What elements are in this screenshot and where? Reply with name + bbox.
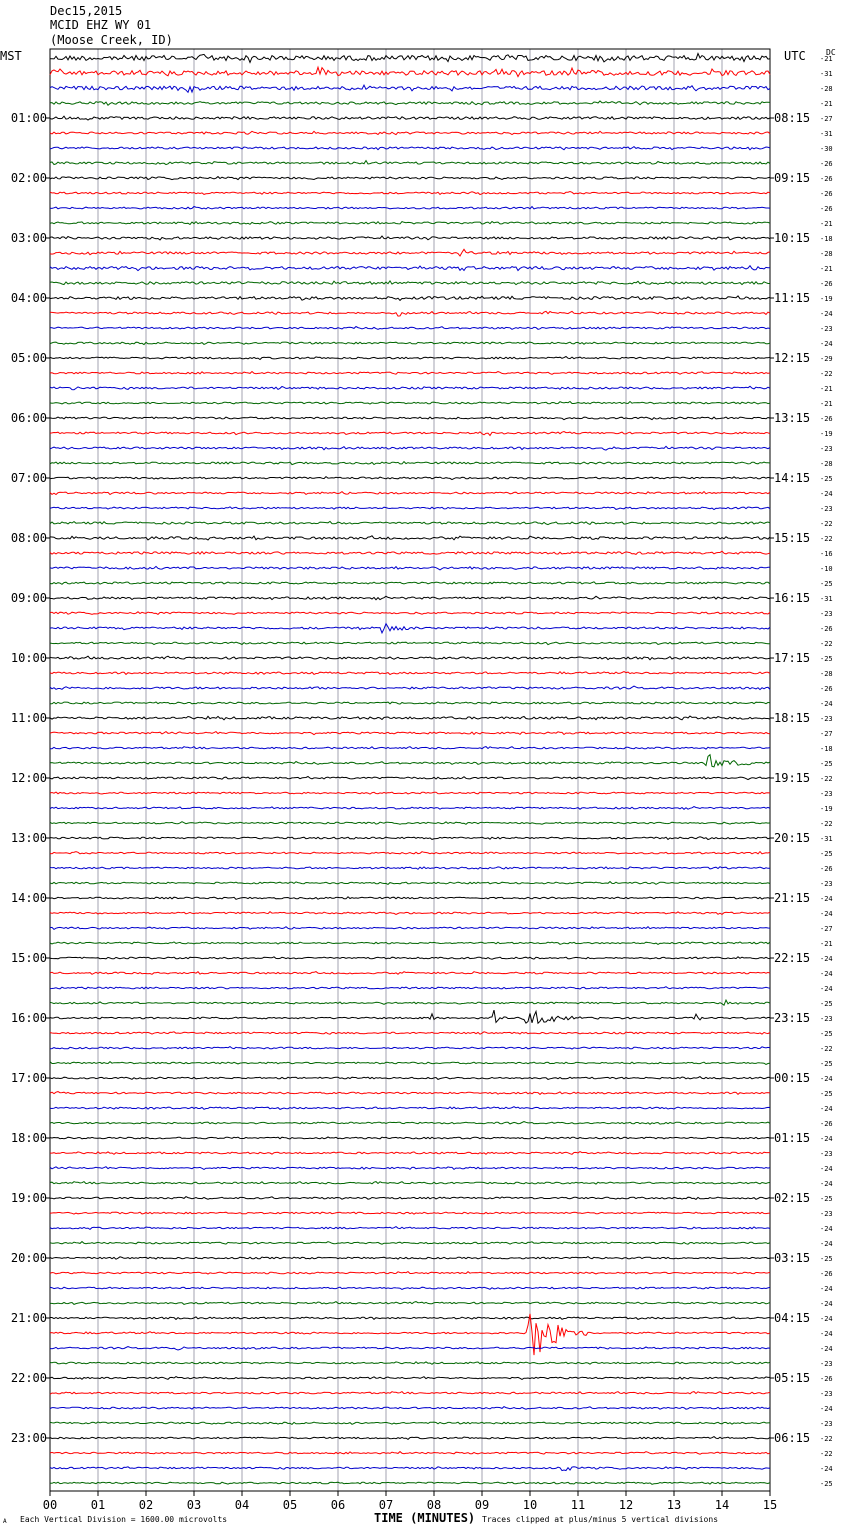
- dc-offset-label: -27: [820, 925, 833, 933]
- dc-offset-label: -18: [820, 745, 833, 753]
- dc-offset-label: -24: [820, 310, 833, 318]
- seismogram-trace: [50, 1287, 770, 1289]
- seismogram-trace: [50, 85, 770, 92]
- left-hour-label: 09:00: [10, 591, 47, 605]
- dc-offset-label: -21: [820, 55, 833, 63]
- right-hour-label: 02:15: [774, 1191, 811, 1205]
- dc-offset-label: -19: [820, 805, 833, 813]
- x-tick-label: 04: [234, 1498, 250, 1512]
- seismogram-trace: [50, 897, 770, 900]
- seismogram-trace: [50, 702, 770, 704]
- left-hour-label: 21:00: [10, 1311, 47, 1325]
- seismogram-trace: [50, 281, 770, 285]
- seismogram-trace: [50, 792, 770, 794]
- x-tick-label: 08: [426, 1498, 442, 1512]
- dc-offset-label: -18: [820, 235, 833, 243]
- dc-offset-label: -26: [820, 205, 833, 213]
- dc-offset-label: -24: [820, 1345, 833, 1353]
- seismogram-trace: [50, 296, 770, 301]
- dc-offset-label: -26: [820, 625, 833, 633]
- x-tick-label: 14: [714, 1498, 730, 1512]
- seismogram-trace: [50, 1032, 770, 1034]
- seismogram-trace: [50, 1452, 770, 1455]
- seismogram-trace: [50, 417, 770, 420]
- dc-label: DC: [826, 48, 836, 57]
- left-hour-label: 11:00: [10, 711, 47, 725]
- clip-note: Traces clipped at plus/minus 5 vertical divisions: [482, 1515, 719, 1524]
- dc-offset-label: -19: [820, 295, 833, 303]
- dc-offset-label: -31: [820, 835, 833, 843]
- dc-offset-label: -26: [820, 280, 833, 288]
- dc-offset-label: -22: [820, 640, 833, 648]
- dc-offset-label: -27: [820, 115, 833, 123]
- seismogram-trace: [50, 192, 770, 195]
- dc-offset-label: -28: [820, 460, 833, 468]
- seismogram-trace: [50, 521, 770, 524]
- left-hour-label: 05:00: [10, 351, 47, 365]
- x-tick-label: 02: [138, 1498, 154, 1512]
- dc-offset-label: -23: [820, 1390, 833, 1398]
- seismogram-trace: [50, 236, 770, 240]
- seismogram-trace: [50, 686, 770, 690]
- dc-offset-label: -25: [820, 475, 833, 483]
- dc-offset-label: -24: [820, 1315, 833, 1323]
- x-tick-label: 11: [570, 1498, 586, 1512]
- right-hour-label: 03:15: [774, 1251, 811, 1265]
- left-hour-label: 07:00: [10, 471, 47, 485]
- seismogram-trace: [50, 582, 770, 585]
- dc-offset-label: -23: [820, 1210, 833, 1218]
- dc-offset-label: -24: [820, 910, 833, 918]
- dc-offset-label: -22: [820, 370, 833, 378]
- seismogram-trace: [50, 822, 770, 825]
- dc-offset-label: -26: [820, 1120, 833, 1128]
- seismogram-trace: [50, 1092, 770, 1095]
- chart-date: Dec15,2015: [50, 4, 123, 18]
- right-hour-label: 20:15: [774, 831, 811, 845]
- dc-offset-label: -22: [820, 820, 833, 828]
- right-hour-label: 01:15: [774, 1131, 811, 1145]
- x-tick-label: 00: [42, 1498, 58, 1512]
- right-hour-label: 10:15: [774, 231, 811, 245]
- dc-offset-label: -23: [820, 445, 833, 453]
- dc-offset-label: -24: [820, 1285, 833, 1293]
- station-location: (Moose Creek, ID): [50, 33, 173, 47]
- left-hour-label: 15:00: [10, 951, 47, 965]
- seismogram-trace: [50, 624, 770, 633]
- seismogram-trace: [50, 972, 770, 975]
- seismogram-trace: [50, 477, 770, 480]
- right-hour-label: 17:15: [774, 651, 811, 665]
- seismogram-trace: [50, 612, 770, 615]
- seismogram-trace: [50, 1227, 770, 1230]
- station-code: MCID EHZ WY 01: [50, 18, 152, 32]
- dc-offset-label: -25: [820, 1000, 833, 1008]
- dc-offset-label: -22: [820, 520, 833, 528]
- scale-note: Each Vertical Division = 1600.00 microvolts: [20, 1515, 228, 1524]
- left-hour-label: 13:00: [10, 831, 47, 845]
- dc-offset-label: -24: [820, 970, 833, 978]
- dc-offset-label: -21: [820, 400, 833, 408]
- seismogram-trace: [50, 536, 770, 540]
- right-hour-label: 18:15: [774, 711, 811, 725]
- seismogram-trace: [50, 1407, 770, 1410]
- seismogram-trace: [50, 755, 770, 767]
- seismogram-trace: [50, 177, 770, 180]
- right-hour-label: 12:15: [774, 351, 811, 365]
- seismogram-trace: [50, 1107, 770, 1110]
- dc-offset-label: -24: [820, 985, 833, 993]
- seismogram-trace: [50, 1047, 770, 1049]
- seismogram-trace: [50, 507, 770, 510]
- right-hour-label: 15:15: [774, 531, 811, 545]
- seismogram-trace: [50, 1182, 770, 1185]
- seismogram-trace: [50, 732, 770, 735]
- dc-offset-label: -22: [820, 1045, 833, 1053]
- seismogram-trace: [50, 566, 770, 570]
- seismogram-trace: [50, 1302, 770, 1305]
- seismogram-trace: [50, 1010, 770, 1023]
- seismogram-trace: [50, 67, 770, 76]
- seismogram-trace: [50, 1482, 770, 1484]
- seismogram-trace: [50, 266, 770, 271]
- seismogram-trace: [50, 492, 770, 495]
- dc-offset-label: -28: [820, 85, 833, 93]
- seismogram-trace: [50, 1242, 770, 1245]
- right-hour-label: 23:15: [774, 1011, 811, 1025]
- dc-offset-label: -10: [820, 565, 833, 573]
- dc-offset-label: -26: [820, 175, 833, 183]
- left-hour-label: 02:00: [10, 171, 47, 185]
- seismogram-trace: [50, 1152, 770, 1155]
- seismogram-trace: [50, 927, 770, 930]
- seismogram-trace: [50, 1422, 770, 1425]
- right-hour-label: 19:15: [774, 771, 811, 785]
- dc-offset-label: -28: [820, 670, 833, 678]
- dc-offset-label: -23: [820, 505, 833, 513]
- dc-offset-label: -23: [820, 1420, 833, 1428]
- seismogram-trace: [50, 222, 770, 225]
- seismogram-trace: [50, 867, 770, 870]
- dc-offset-label: -26: [820, 190, 833, 198]
- seismogram-trace: [50, 551, 770, 554]
- dc-offset-label: -29: [820, 355, 833, 363]
- dc-offset-label: -23: [820, 325, 833, 333]
- dc-offset-label: -26: [820, 160, 833, 168]
- dc-offset-label: -24: [820, 490, 833, 498]
- left-hour-label: 10:00: [10, 651, 47, 665]
- dc-offset-label: -25: [820, 1480, 833, 1488]
- dc-offset-label: -24: [820, 340, 833, 348]
- seismogram-trace: [50, 432, 770, 436]
- seismogram-trace: [50, 882, 770, 885]
- dc-offset-label: -26: [820, 1270, 833, 1278]
- dc-offset-label: -24: [820, 1300, 833, 1308]
- x-tick-label: 07: [378, 1498, 394, 1512]
- dc-offset-label: -22: [820, 775, 833, 783]
- seismogram-trace: [50, 957, 770, 959]
- seismogram-trace: [50, 656, 770, 660]
- dc-offset-label: -23: [820, 1150, 833, 1158]
- dc-offset-label: -23: [820, 1360, 833, 1368]
- dc-offset-label: -21: [820, 940, 833, 948]
- seismogram-trace: [50, 837, 770, 840]
- seismogram-trace: [50, 357, 770, 360]
- x-axis-title: TIME (MINUTES): [374, 1511, 476, 1525]
- dc-offset-label: -25: [820, 1030, 833, 1038]
- dc-offset-label: -24: [820, 1165, 833, 1173]
- x-tick-label: 01: [90, 1498, 106, 1512]
- dc-offset-label: -24: [820, 1075, 833, 1083]
- seismogram-trace: [50, 1437, 770, 1440]
- plot-frame: [50, 49, 770, 1491]
- seismogram-trace: [50, 342, 770, 345]
- seismogram-trace: [50, 446, 770, 450]
- right-hour-label: 16:15: [774, 591, 811, 605]
- dc-offset-label: -31: [820, 70, 833, 78]
- seismogram-trace: [50, 1272, 770, 1274]
- seismogram-trace: [50, 1212, 770, 1214]
- left-hour-label: 12:00: [10, 771, 47, 785]
- dc-offset-label: -23: [820, 610, 833, 618]
- dc-offset-label: -25: [820, 1255, 833, 1263]
- dc-offset-label: -21: [820, 265, 833, 273]
- dc-offset-label: -25: [820, 1195, 833, 1203]
- dc-offset-label: -24: [820, 1240, 833, 1248]
- seismogram-trace: [50, 1317, 770, 1320]
- dc-offset-label: -25: [820, 655, 833, 663]
- dc-offset-label: -24: [820, 1465, 833, 1473]
- left-hour-label: 22:00: [10, 1371, 47, 1385]
- seismogram-trace: [50, 327, 770, 330]
- seismogram-trace: [50, 161, 770, 165]
- dc-offset-label: -26: [820, 685, 833, 693]
- seismogram-trace: [50, 386, 770, 389]
- dc-offset-label: -22: [820, 1435, 833, 1443]
- seismogram-trace: [50, 402, 770, 405]
- x-tick-label: 03: [186, 1498, 202, 1512]
- dc-offset-label: -31: [820, 595, 833, 603]
- dc-offset-label: -26: [820, 1375, 833, 1383]
- right-hour-label: 13:15: [774, 411, 811, 425]
- left-hour-label: 03:00: [10, 231, 47, 245]
- dc-offset-label: -24: [820, 1405, 833, 1413]
- x-tick-label: 05: [282, 1498, 298, 1512]
- seismogram-trace: [50, 207, 770, 209]
- dc-offset-label: -31: [820, 130, 833, 138]
- seismogram-trace: [50, 596, 770, 600]
- left-hour-label: 06:00: [10, 411, 47, 425]
- left-hour-label: 19:00: [10, 1191, 47, 1205]
- dc-offset-label: -25: [820, 760, 833, 768]
- seismogram-trace: [50, 1377, 770, 1380]
- seismogram-trace: [50, 101, 770, 105]
- left-hour-label: 04:00: [10, 291, 47, 305]
- seismogram-trace: [50, 716, 770, 720]
- x-tick-label: 06: [330, 1498, 346, 1512]
- seismogram-trace: [50, 1167, 770, 1170]
- left-hour-label: 17:00: [10, 1071, 47, 1085]
- dc-offset-label: -27: [820, 730, 833, 738]
- right-hour-label: 09:15: [774, 171, 811, 185]
- seismogram-trace: [50, 987, 770, 989]
- dc-offset-label: -25: [820, 1060, 833, 1068]
- left-hour-label: 01:00: [10, 111, 47, 125]
- dc-offset-label: -23: [820, 880, 833, 888]
- seismogram-trace: [50, 1197, 770, 1200]
- seismogram-trace: [50, 1347, 770, 1350]
- dc-offset-label: -19: [820, 430, 833, 438]
- right-hour-label: 14:15: [774, 471, 811, 485]
- dc-offset-label: -24: [820, 1135, 833, 1143]
- x-tick-label: 12: [618, 1498, 634, 1512]
- dc-offset-label: -23: [820, 1015, 833, 1023]
- dc-offset-label: -21: [820, 100, 833, 108]
- dc-offset-label: -24: [820, 1180, 833, 1188]
- right-hour-label: 22:15: [774, 951, 811, 965]
- seismogram-trace: [50, 147, 770, 150]
- seismogram-trace: [50, 1077, 770, 1080]
- dc-offset-label: -22: [820, 535, 833, 543]
- dc-offset-label: -16: [820, 550, 833, 558]
- dc-offset-label: -24: [820, 1225, 833, 1233]
- seismogram-trace: [50, 1137, 770, 1139]
- seismogram-trace: [50, 912, 770, 915]
- right-timezone-label: UTC: [784, 49, 806, 63]
- right-hour-label: 11:15: [774, 291, 811, 305]
- seismogram-trace: [50, 942, 770, 945]
- corner-mark: A: [3, 1518, 7, 1525]
- seismogram-trace: [50, 642, 770, 645]
- seismogram-trace: [50, 311, 770, 316]
- x-tick-label: 15: [762, 1498, 778, 1512]
- seismogram-trace: [50, 672, 770, 675]
- dc-offset-label: -24: [820, 955, 833, 963]
- dc-offset-label: -25: [820, 1090, 833, 1098]
- seismogram-trace: [50, 1467, 770, 1471]
- left-hour-label: 23:00: [10, 1431, 47, 1445]
- dc-offset-label: -21: [820, 385, 833, 393]
- seismogram-trace: [50, 777, 770, 780]
- left-hour-label: 20:00: [10, 1251, 47, 1265]
- dc-offset-label: -23: [820, 790, 833, 798]
- seismogram-trace: [50, 249, 770, 256]
- seismogram-trace: [50, 807, 770, 810]
- dc-offset-label: -21: [820, 220, 833, 228]
- seismogram-trace: [50, 747, 770, 750]
- seismogram-trace: [50, 1257, 770, 1260]
- dc-offset-label: -26: [820, 415, 833, 423]
- seismogram-trace: [50, 1122, 770, 1125]
- seismogram-trace: [50, 1000, 770, 1005]
- seismogram-trace: [50, 1062, 770, 1065]
- seismogram-trace: [50, 131, 770, 134]
- dc-offset-label: -24: [820, 700, 833, 708]
- x-tick-label: 10: [522, 1498, 538, 1512]
- seismogram-trace: [50, 54, 770, 63]
- dc-offset-label: -24: [820, 1105, 833, 1113]
- right-hour-label: 21:15: [774, 891, 811, 905]
- seismogram-trace: [50, 372, 770, 375]
- dc-offset-label: -25: [820, 850, 833, 858]
- left-hour-label: 14:00: [10, 891, 47, 905]
- seismogram-trace: [50, 462, 770, 465]
- left-timezone-label: MST: [0, 49, 22, 63]
- right-hour-label: 04:15: [774, 1311, 811, 1325]
- right-hour-label: 05:15: [774, 1371, 811, 1385]
- seismogram-trace: [50, 852, 770, 854]
- seismogram-trace: [50, 116, 770, 120]
- left-hour-label: 08:00: [10, 531, 47, 545]
- x-tick-label: 09: [474, 1498, 490, 1512]
- right-hour-label: 06:15: [774, 1431, 811, 1445]
- dc-offset-label: -22: [820, 1450, 833, 1458]
- right-hour-label: 08:15: [774, 111, 811, 125]
- x-tick-label: 13: [666, 1498, 682, 1512]
- dc-offset-label: -23: [820, 715, 833, 723]
- dc-offset-label: -24: [820, 895, 833, 903]
- seismogram-trace: [50, 1362, 770, 1365]
- left-hour-label: 18:00: [10, 1131, 47, 1145]
- left-hour-label: 16:00: [10, 1011, 47, 1025]
- dc-offset-label: -24: [820, 1330, 833, 1338]
- dc-offset-label: -26: [820, 865, 833, 873]
- right-hour-label: 00:15: [774, 1071, 811, 1085]
- dc-offset-label: -25: [820, 580, 833, 588]
- seismogram-trace: [50, 1392, 770, 1395]
- dc-offset-label: -28: [820, 250, 833, 258]
- dc-offset-label: -30: [820, 145, 833, 153]
